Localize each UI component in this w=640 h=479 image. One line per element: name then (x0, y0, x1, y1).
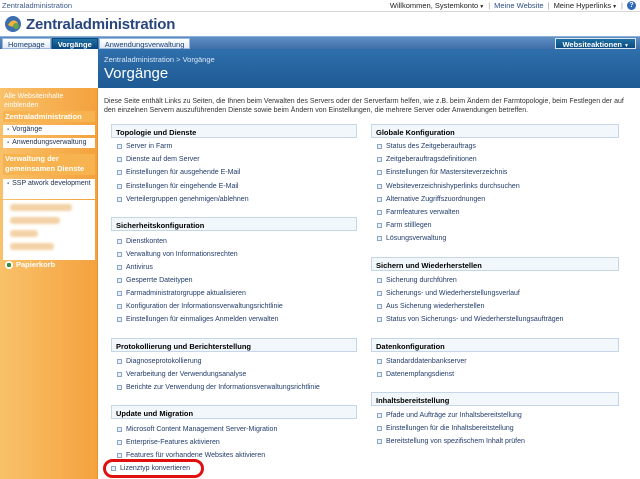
nav-item-application-management[interactable]: ▪ Anwendungsverwaltung (3, 138, 95, 148)
highlight-ring (103, 459, 204, 478)
bullet-icon (117, 359, 122, 364)
bullet-icon (117, 304, 122, 309)
link-site-directory-links[interactable] (377, 183, 520, 190)
top-right-links (390, 1, 636, 10)
bullet-icon (117, 278, 122, 283)
link-incoming-email[interactable] (117, 183, 238, 190)
bullet-icon (377, 236, 382, 241)
link-label: Farmadministratorgruppe aktualisieren (126, 290, 246, 297)
bullet-icon (117, 144, 122, 149)
link-features-existing-sites[interactable] (117, 452, 265, 459)
section-upgrade-migration (111, 405, 357, 419)
link-enterprise-features[interactable] (117, 439, 220, 446)
link-label: Einstellungen für die Inhaltsbereitstellung (386, 425, 514, 432)
bullet-icon (117, 252, 122, 257)
link-timer-job-definitions[interactable] (377, 156, 477, 163)
link-outgoing-email[interactable] (117, 169, 240, 176)
site-actions-label: Websiteaktionen (562, 40, 622, 49)
section-title: Topologie und Dienste (116, 128, 197, 137)
blurred-item (10, 230, 38, 237)
bullet-icon (117, 184, 122, 189)
page-title: Vorgänge (104, 65, 169, 82)
section-title: Update und Migration (116, 409, 194, 418)
nav-item-ssp[interactable]: ▪ SSP atwork development (3, 179, 95, 199)
chevron-down-icon: ▼ (624, 43, 629, 49)
link-diagnostic-logging[interactable] (117, 358, 202, 365)
link-label: Bereitstellung von spezifischem Inhalt prüfen (386, 438, 525, 445)
bullet-icon (377, 170, 382, 175)
section-content-deployment (371, 392, 619, 406)
blurred-item (10, 204, 72, 211)
blurred-item (10, 243, 54, 250)
link-quiesce-farm[interactable] (377, 222, 432, 229)
link-farm-admin-group[interactable] (117, 290, 246, 297)
link-services-on-server[interactable] (117, 156, 200, 163)
section-topology (111, 124, 357, 138)
bullet-icon (377, 359, 382, 364)
help-icon[interactable]: ? (627, 1, 636, 10)
section-backup-restore (371, 257, 619, 271)
separator: | (488, 1, 491, 10)
site-link[interactable]: Zentraladministration (2, 1, 73, 10)
bullet-icon (377, 304, 382, 309)
link-perform-backup[interactable] (377, 277, 457, 284)
link-label: Status von Sicherungs- und Wiederherstellungsaufträgen (386, 316, 564, 323)
bullet-icon (117, 239, 122, 244)
section-title: Sichern und Wiederherstellen (376, 261, 482, 270)
link-restore-from-backup[interactable] (377, 303, 484, 310)
link-label: Einstellungen für ausgehende E-Mail (126, 169, 241, 176)
section-title: Sicherheitskonfiguration (116, 221, 205, 230)
section-title: Protokollierung und Berichterstellung (116, 342, 252, 351)
section-title: Globale Konfiguration (376, 128, 455, 137)
link-deployment-settings[interactable] (377, 425, 514, 432)
separator: | (547, 1, 550, 10)
my-links-label: Meine Hyperlinks (553, 1, 612, 10)
link-label: Websiteverzeichnishyperlinks durchsuchen (386, 183, 520, 190)
top-bar (0, 0, 640, 12)
link-policy-usage-reports[interactable] (117, 384, 320, 391)
link-backup-history[interactable] (377, 290, 520, 297)
link-label: Diagnoseprotokollierung (126, 358, 202, 365)
tabs (2, 38, 190, 49)
bullet-icon (377, 317, 382, 322)
bullet-icon (377, 223, 382, 228)
tab-homepage[interactable]: Homepage (2, 38, 51, 49)
site-title[interactable]: Zentraladministration (26, 16, 176, 33)
link-label: Lösungsverwaltung (386, 235, 447, 242)
chevron-down-icon: ▼ (612, 4, 618, 10)
welcome-menu[interactable] (390, 1, 484, 10)
bullet-icon (117, 197, 122, 202)
link-service-accounts[interactable] (117, 238, 167, 245)
link-check-deployment[interactable] (377, 438, 525, 445)
link-label: Antivirus (126, 264, 153, 271)
bullet-icon (117, 157, 122, 162)
link-label: Konfiguration der Informationsverwaltungsrichtlinie (126, 303, 283, 310)
bullet-icon (117, 170, 122, 175)
bullet-icon (117, 265, 122, 270)
link-label: Verteilergruppen genehmigen/ablehnen (126, 196, 249, 203)
sharepoint-logo-icon (4, 15, 22, 33)
link-backup-job-status[interactable] (377, 316, 563, 323)
link-label: Verwaltung von Informationsrechten (126, 251, 238, 258)
left-navigation (0, 88, 98, 479)
link-data-retrieval-service[interactable] (377, 371, 454, 378)
link-single-sign-on[interactable] (117, 316, 279, 323)
link-label: Farm stilllegen (386, 222, 432, 229)
link-antivirus[interactable] (117, 264, 153, 271)
breadcrumb[interactable]: Zentraladministration > Vorgänge (104, 55, 215, 64)
link-label: Standarddatenbankserver (386, 358, 467, 365)
link-info-policy-config[interactable] (117, 303, 283, 310)
bullet-icon (377, 426, 382, 431)
tab-application-management[interactable]: Anwendungsverwaltung (99, 38, 191, 49)
bullet-icon (377, 144, 382, 149)
bullet-icon (117, 440, 122, 445)
link-label: Berichte zur Verwendung der Informationsverwaltungsrichtlinie (126, 384, 320, 391)
recycle-bin-label: Papierkorb (16, 260, 56, 269)
section-global-config (371, 124, 619, 138)
page-description: Diese Seite enthält Links zu Seiten, die Ihnen beim Verwalten des Servers oder der Serverfarm helfen, wie z.B. beim Ändern der Farmtopologie, beim Festlegen der auf den einzelnen Servern auszuführenden Dienste sowie beim Ändern von Einstellungen, die mehrere Server oder Anwendungen betreffen. (104, 98, 624, 114)
bullet-icon (377, 372, 382, 377)
chevron-down-icon: ▼ (479, 4, 485, 10)
blurred-item (10, 217, 60, 224)
bullet-icon (377, 413, 382, 418)
link-timer-job-status[interactable] (377, 143, 476, 150)
bullet-icon (117, 372, 122, 377)
bullet-icon (377, 197, 382, 202)
section-title: Datenkonfiguration (376, 342, 445, 351)
section-security (111, 217, 357, 231)
separator: | (621, 1, 623, 10)
link-farm-features[interactable] (377, 209, 460, 216)
blurred-nav-items (3, 200, 95, 260)
view-all-site-content-link[interactable]: Alle Websiteinhalte einblenden (4, 93, 64, 109)
link-label: Features für vorhandene Websites aktivieren (126, 452, 266, 459)
bullet-icon (377, 278, 382, 283)
nav-heading-shared-services[interactable]: Verwaltung der gemeinsamen Dienste (3, 154, 95, 175)
link-label: Pfade und Aufträge zur Inhaltsbereitstellung (386, 412, 522, 419)
recycle-bin-icon (5, 261, 13, 269)
welcome-label: Willkommen, Systemkonto (389, 1, 479, 10)
section-logging (111, 338, 357, 352)
bullet-icon (377, 439, 382, 444)
link-label: Microsoft Content Management Server-Migration (126, 426, 278, 433)
link-label: Dienstkonten (126, 238, 167, 245)
link-label: Farmfeatures verwalten (386, 209, 460, 216)
title-band (0, 12, 640, 36)
link-label: Aus Sicherung wiederherstellen (386, 303, 485, 310)
link-default-db-server[interactable] (377, 358, 467, 365)
section-title: Inhaltsbereitstellung (376, 396, 450, 405)
my-links-menu[interactable] (554, 1, 617, 10)
bullet-icon (117, 427, 122, 432)
link-label: Status des Zeitgeberauftrags (386, 143, 476, 150)
link-servers-in-farm[interactable] (117, 143, 172, 150)
link-irm[interactable] (117, 251, 238, 258)
link-solution-management[interactable] (377, 235, 446, 242)
link-label: Lizenztyp konvertieren (120, 465, 191, 472)
link-label: Zeitgeberauftragsdefinitionen (386, 156, 477, 163)
link-label: Einstellungen für Mastersiteverzeichnis (386, 169, 508, 176)
tab-operations[interactable]: Vorgänge (52, 38, 98, 49)
link-deployment-paths-jobs[interactable] (377, 412, 522, 419)
link-alternate-access[interactable] (377, 196, 485, 203)
link-label: Sicherungs- und Wiederherstellungsverlauf (386, 290, 520, 297)
link-blocked-file-types[interactable] (117, 277, 193, 284)
link-label: Dienste auf dem Server (126, 156, 200, 163)
link-label: Gesperrte Dateitypen (126, 277, 193, 284)
bullet-icon (377, 210, 382, 215)
link-mcms-migration[interactable] (117, 426, 277, 433)
section-data-config (371, 338, 619, 352)
link-distribution-groups[interactable] (117, 196, 249, 203)
link-label: Datenempfangsdienst (386, 371, 455, 378)
link-label: Einstellungen für eingehende E-Mail (126, 183, 239, 190)
link-label: Sicherung durchführen (386, 277, 457, 284)
site-actions-button[interactable] (555, 38, 636, 49)
link-master-site-directory[interactable] (377, 169, 507, 176)
bullet-icon (117, 453, 122, 458)
bullet-icon (117, 317, 122, 322)
tab-bar (0, 36, 640, 49)
bullet-icon (377, 157, 382, 162)
bullet-icon (377, 184, 382, 189)
bullet-icon (117, 385, 122, 390)
my-site-link[interactable]: Meine Website (494, 1, 544, 10)
bullet-icon (377, 291, 382, 296)
link-label: Enterprise-Features aktivieren (126, 439, 220, 446)
link-label: Server in Farm (126, 143, 173, 150)
nav-heading-central-admin[interactable]: Zentraladministration (3, 111, 95, 122)
link-label: Einstellungen für einmaliges Anmelden verwalten (126, 316, 279, 323)
bullet-icon (117, 291, 122, 296)
nav-item-operations[interactable]: ▪ Vorgänge (3, 125, 95, 135)
link-label: Alternative Zugriffszuordnungen (386, 196, 486, 203)
recycle-bin-link[interactable] (5, 260, 55, 269)
link-usage-analysis[interactable] (117, 371, 246, 378)
link-label: Verarbeitung der Verwendungsanalyse (126, 371, 247, 378)
